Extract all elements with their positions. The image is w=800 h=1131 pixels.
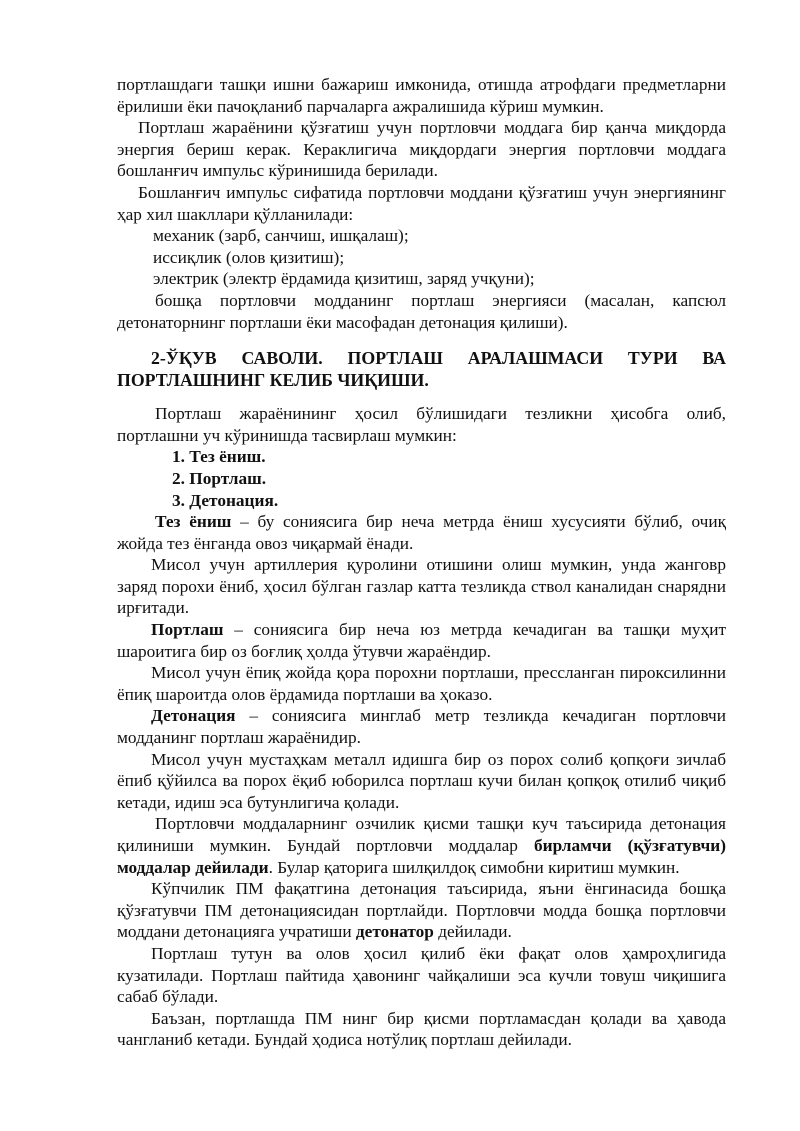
term: Детонация — [151, 706, 236, 726]
term: детонатор — [355, 922, 434, 942]
paragraph-text: дейилади. — [433, 922, 512, 942]
numbered-item: 3. Детонация. — [172, 490, 279, 510]
term: Тез ёниш — [155, 512, 232, 532]
paragraph-text: Кўпчилик ПМ фақатгина детонация таъсирида, яъни ёнгинасида бошқа қўзғатувчи ПМ детонациясидан портлайди. Портловчи модда бошқа портловчи моддани детонацияга учратиши — [117, 879, 726, 942]
term: бирламчи (қўзғатувчи) моддалар дейилади — [117, 836, 726, 877]
paragraph — [117, 813, 726, 878]
list-item: электрик (электр ёрдамида қизитиш, заряд учқуни); — [153, 269, 535, 289]
paragraph — [117, 878, 726, 943]
paragraph: Бошланғич импульс сифатида портловчи моддани қўзғатиш учун энергиянинг ҳар хил шакллари қўлланилади: — [117, 182, 726, 224]
paragraph: Портлаш жараёнининг ҳосил бўлишидаги тезликни ҳисобга олиб, портлашни уч кўринишда тасвирлаш мумкин: — [117, 404, 726, 445]
definition-text: – сониясига бир неча юз метрда кечадиган ва ташқи муҳит шароитига бир оз боғлиқ ҳолда ўтувчи жараёндир. — [117, 620, 726, 661]
numbered-item: 2. Портлаш. — [172, 468, 267, 488]
document-page — [117, 74, 726, 1051]
definition-text: – сониясига минглаб метр тезликда кечадиган портловчи модданинг портлаш жараёнидир. — [117, 706, 726, 748]
paragraph-text: Портловчи моддаларнинг озчилик қисми ташқи куч таъсирида детонация қилиниши мумкин. Бундай портловчи моддалар — [117, 814, 726, 855]
paragraph-text: . Булар қаторига шилқилдоқ симобни киритиш мумкин. — [268, 857, 680, 877]
paragraph: Баъзан, портлашда ПМ нинг бир қисми портламасдан қолади ва ҳавода чангланиб кетади. Бундай ҳодиса нотўлиқ портлаш дейилади. — [117, 1008, 726, 1050]
definition-paragraph — [117, 619, 726, 662]
section-heading: 2-ЎҚУВ САВОЛИ. ПОРТЛАШ АРАЛАШМАСИ ТУРИ ВА ПОРТЛАШНИНГ КЕЛИБ ЧИҚИШИ. — [117, 348, 726, 391]
numbered-item: 1. Тез ёниш. — [172, 447, 266, 467]
definition-text: – бу сониясига бир неча метрда ёниш хусусияти бўлиб, очиқ жойда тез ёнганда овоз чиқармай ёнади. — [117, 512, 727, 553]
list-item: иссиқлик (олов қизитиш); — [153, 247, 345, 267]
paragraph: портлашдаги ташқи ишни бажариш имконида, отишда атрофдаги предметларни ёрилиши ёки пачоқланиб парчаларга ажралишида кўриш мумкин. — [117, 75, 726, 116]
paragraph: Мисол учун артиллерия қуролини отишини олиш мумкин, унда жанговр заряд порохи ёниб, ҳосил бўлган газлар катта тезликда ствол каналидан снарядни ирғитади. — [117, 555, 726, 618]
paragraph: Мисол учун ёпиқ жойда қора порохни портлаши, прессланган пироксилинни ёпиқ шароитда олов ёрдамида портлаши ва ҳоказо. — [117, 663, 726, 704]
list-item: механик (зарб, санчиш, ишқалаш); — [153, 226, 409, 246]
term: Портлаш — [151, 620, 224, 640]
paragraph: Мисол учун мустаҳкам металл идишга бир оз порох солиб қопқоғи зичлаб ёпиб қўйилса ва порох ёқиб юборилса портлаш кучи билан қопқоқ отилиб чиқиб кетади, идиш эса бутунлигича қолади. — [117, 749, 726, 812]
list-item: бошқа портловчи модданинг портлаш энергияси (масалан, капсюл детонаторнинг портлаши ёки масофадан детонация қилиши). — [117, 290, 726, 332]
paragraph: Портлаш тутун ва олов ҳосил қилиб ёки фақат олов ҳамроҳлигида кузатилади. Портлаш пайтида ҳавонинг чайқалиши эса кучли товуш чиқишига сабаб бўлади. — [117, 943, 726, 1007]
paragraph: Портлаш жараёнини қўзғатиш учун портловчи моддага бир қанча миқдорда энергия бериш керак. Кераклигича миқдордаги энергия портловчи моддага бошланғич импульс кўринишида берилади. — [117, 118, 726, 181]
definition-paragraph — [117, 705, 726, 748]
definition-paragraph — [117, 511, 726, 554]
